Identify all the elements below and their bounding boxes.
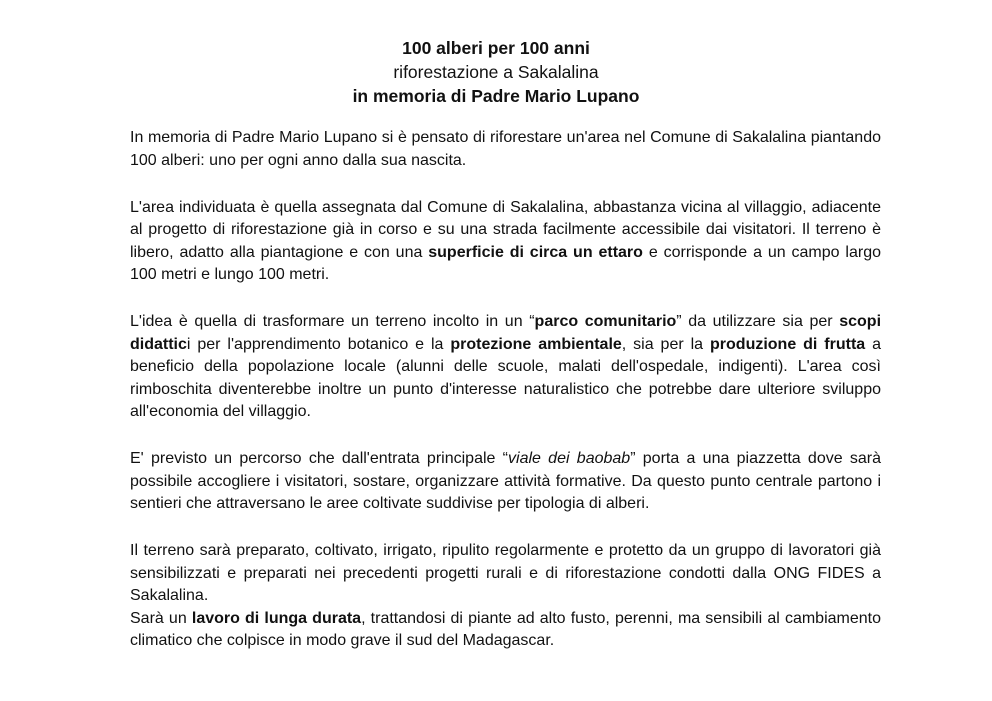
paragraph-text: i per l'apprendimento botanico e la <box>186 335 451 353</box>
paragraph-text: ” porta a una piazzetta dove sarà possibile accogliere i visitatori, sostare, organizzare attività formative. Da questo punto centrale partono i sentieri che attraversano le aree coltivate suddivise per tipologia di alberi. <box>130 450 882 512</box>
bold-phrase: protezione ambientale <box>450 335 622 353</box>
paragraph-duration <box>130 608 881 653</box>
document-header <box>0 36 992 108</box>
paragraph-path <box>130 448 881 516</box>
italic-phrase: viale dei baobab <box>508 450 631 467</box>
bold-phrase: scopi didattic <box>130 313 882 353</box>
paragraph-intro <box>130 127 881 172</box>
paragraph-text: , trattandosi di piante ad alto fusto, perenni, ma sensibili al cambiamento climatico che colpisce in modo grave il sud del Madagascar. <box>130 609 881 649</box>
paragraph-idea <box>130 311 881 424</box>
paragraph-text: Il terreno sarà preparato, coltivato, irrigato, ripulito regolarmente e protetto da un gruppo di lavoratori già sensibilizzati e preparati nei precedenti progetti rurali e di riforestazione condotti dalla ONG FIDES a Sakalalina. <box>130 542 881 604</box>
bold-phrase: lavoro di lunga durata <box>191 609 362 627</box>
paragraph-maintenance <box>130 540 881 608</box>
paragraph-text: a beneficio della popolazione locale (alunni delle scuole, malati dell'ospedale, indigenti). L'area così rimboschita diventerebbe inoltre un punto d'interesse naturalistico che potrebbe dare ulteriore sviluppo all'economia del villaggio. <box>130 335 882 420</box>
paragraph-text: ” da utilizzare sia per <box>676 313 840 330</box>
document-title: 100 alberi per 100 anni <box>402 38 590 58</box>
document-subtitle: riforestazione a Sakalalina <box>393 62 599 82</box>
bold-phrase: produzione di frutta <box>710 335 866 353</box>
bold-phrase: superficie di circa un ettaro <box>428 243 643 261</box>
paragraph-text: E' previsto un percorso che dall'entrata principale “ <box>130 450 509 467</box>
paragraph-text: L'area individuata è quella assegnata dal Comune di Sakalalina, abbastanza vicina al villaggio, adiacente al progetto di riforestazione già in corso e su una strada facilmente accessibile dai visitatori. Il terreno è libero, adatto alla piantagione e con una <box>130 198 881 261</box>
paragraph-area <box>130 197 881 287</box>
document-dedication: in memoria di Padre Mario Lupano <box>352 86 640 106</box>
paragraph-text: Sarà un <box>130 609 192 627</box>
paragraph-text: , sia per la <box>621 335 711 353</box>
bold-phrase: parco comunitario <box>534 313 677 330</box>
document-body <box>130 127 881 653</box>
paragraph-text: e corrisponde a un campo largo 100 metri e lungo 100 metri. <box>130 243 882 283</box>
paragraph-text: L'idea è quella di trasformare un terreno incolto in un “ <box>130 313 535 330</box>
paragraph-text: In memoria di Padre Mario Lupano si è pensato di riforestare un'area nel Comune di Sakalalina piantando 100 alberi: uno per ogni anno dalla sua nascita. <box>130 129 881 169</box>
